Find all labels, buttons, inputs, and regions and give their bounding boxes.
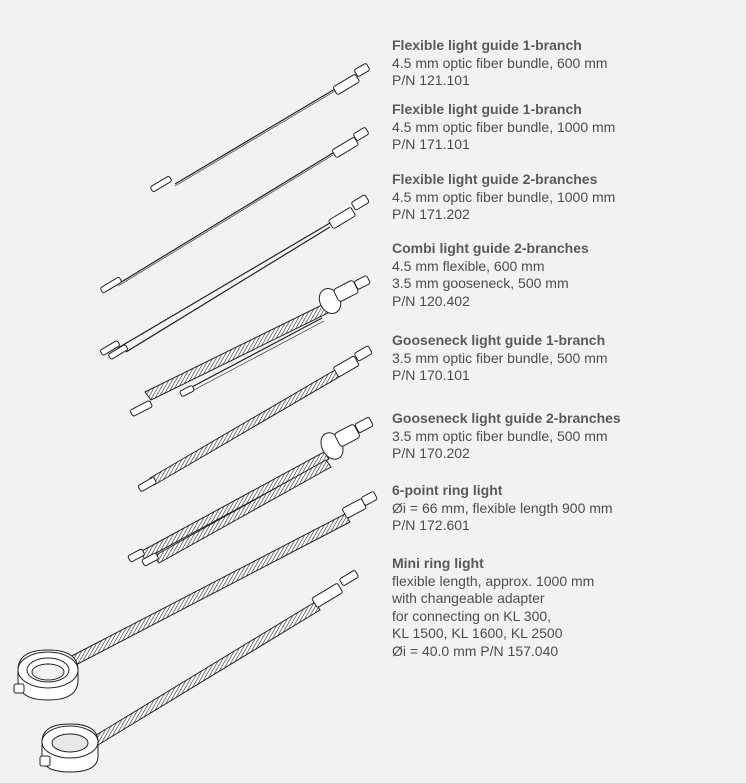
product-entry xyxy=(392,555,594,660)
product-spec: KL 1500, KL 1600, KL 2500 xyxy=(392,625,563,641)
product-spec: 3.5 mm optic fiber bundle, 500 mm xyxy=(392,427,608,444)
product-part-number: P/N 170.202 xyxy=(392,445,470,461)
product-entry xyxy=(392,240,589,310)
product-spec: 3.5 mm optic fiber bundle, 500 mm xyxy=(392,349,608,366)
product-title: Mini ring light xyxy=(392,555,484,571)
product-title: Flexible light guide 1-branch xyxy=(392,37,582,53)
light-guide-2-branches-illustration xyxy=(100,194,370,359)
product-entry xyxy=(392,101,615,154)
combi-light-guide-illustration xyxy=(130,275,371,416)
product-spec: Øi = 66 mm, flexible length 900 mm xyxy=(392,499,613,516)
product-part-number: P/N 121.101 xyxy=(392,72,470,88)
product-spec: 4.5 mm optic fiber bundle, 600 mm xyxy=(392,54,608,71)
product-spec: 4.5 mm optic fiber bundle, 1000 mm xyxy=(392,118,616,135)
product-title: Flexible light guide 2-branches xyxy=(392,171,598,187)
product-entry xyxy=(392,410,621,463)
gooseneck-1-branch-illustration xyxy=(138,346,373,492)
product-entry xyxy=(392,482,613,535)
product-title: Combi light guide 2-branches xyxy=(392,240,589,256)
product-part-number: P/N 171.202 xyxy=(392,206,470,222)
product-spec: with changeable adapter xyxy=(392,590,545,606)
product-spec: 3.5 mm gooseneck, 500 mm xyxy=(392,275,569,291)
product-spec: flexible length, approx. 1000 mm xyxy=(392,572,595,589)
product-spec: 4.5 mm optic fiber bundle, 1000 mm xyxy=(392,188,616,205)
product-title: Gooseneck light guide 2-branches xyxy=(392,410,621,426)
product-part-number: P/N 120.402 xyxy=(392,292,470,309)
product-entry xyxy=(392,37,608,90)
product-title: Gooseneck light guide 1-branch xyxy=(392,332,606,348)
product-part-number: P/N 172.601 xyxy=(392,517,470,533)
product-title: Flexible light guide 1-branch xyxy=(392,101,582,117)
product-entry xyxy=(392,171,615,224)
product-part-number: P/N 171.101 xyxy=(392,136,470,152)
light-guide-1-branch-1000-illustration xyxy=(100,127,369,293)
light-guide-1-branch-600-illustration xyxy=(150,63,370,192)
product-title: 6-point ring light xyxy=(392,482,503,498)
product-spec: for connecting on KL 300, xyxy=(392,607,552,624)
product-entry xyxy=(392,332,608,385)
product-part-number: Øi = 40.0 mm P/N 157.040 xyxy=(392,642,559,659)
product-spec: 4.5 mm flexible, 600 mm xyxy=(392,257,545,274)
product-part-number: P/N 170.101 xyxy=(392,367,470,383)
gooseneck-2-branches-illustration xyxy=(128,417,374,566)
